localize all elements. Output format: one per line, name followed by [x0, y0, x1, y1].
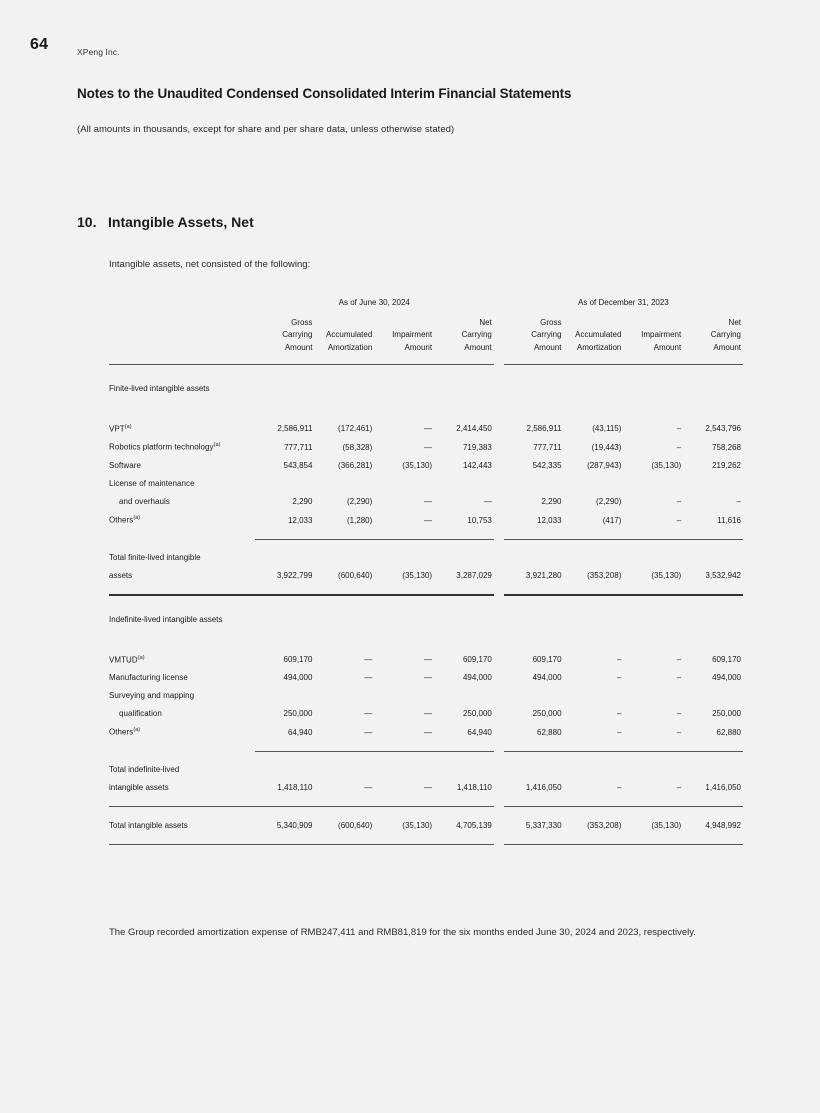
- empty-cell: [255, 549, 743, 566]
- gap-cell: [494, 816, 504, 834]
- row-label-superscript: (a): [213, 442, 221, 449]
- cell-accum-prior: (417): [602, 515, 622, 525]
- cell-accum-prior: (353,208): [587, 570, 622, 580]
- cell-net: 2,414,450: [456, 424, 492, 434]
- cell-gross: 3,922,799: [276, 570, 313, 580]
- cell-impairment: —: [424, 709, 433, 719]
- spacer-row: [109, 529, 743, 538]
- subtotal-row-finite-values: [109, 566, 743, 584]
- table-row: [109, 456, 743, 474]
- cell-impairment-prior: (35,130): [651, 570, 682, 580]
- cell-accum: —: [364, 655, 373, 665]
- cell-impairment: —: [424, 515, 433, 525]
- col-net-l2-prior: Carrying: [710, 330, 741, 340]
- cell-impairment: —: [424, 655, 433, 665]
- row-label-continued: qualification: [119, 709, 162, 719]
- empty-cell: [109, 317, 255, 329]
- table-column-header-row-3: [109, 342, 743, 354]
- cell-net-prior: 219,262: [712, 460, 741, 470]
- col-imp-l3: Amount: [404, 342, 433, 352]
- total-row: [109, 816, 743, 834]
- col-accum-l3: Amortization: [327, 342, 373, 352]
- cell-impairment: —: [424, 782, 433, 792]
- total-label: Total intangible assets: [109, 821, 188, 831]
- gap-cell: [494, 456, 504, 474]
- spacer-row: [109, 741, 743, 750]
- cell-gross-prior: 2,290: [541, 496, 562, 506]
- empty-cell: [623, 317, 683, 329]
- cell-net: 1,418,110: [456, 782, 492, 792]
- table-lead-in: Intangible assets, net consisted of the following:: [109, 259, 311, 270]
- table-row: [109, 510, 743, 529]
- col-accum-l2: Accumulated: [326, 330, 373, 340]
- cell-accum-prior: –: [616, 727, 622, 737]
- cell-gross-prior: 542,335: [532, 460, 562, 470]
- gap-cell: [494, 566, 504, 584]
- cell-gross: 777,711: [284, 442, 313, 452]
- cell-impairment-prior: (35,130): [651, 820, 682, 830]
- cell-net-prior: 4,948,992: [705, 820, 741, 830]
- col-gross-l3: Amount: [284, 342, 313, 352]
- col-gross-l2: Carrying: [282, 330, 313, 340]
- subtotal-row-indefinite-values: [109, 778, 743, 796]
- cell-impairment-prior: –: [676, 727, 682, 737]
- cell-accum: (1,280): [346, 515, 373, 525]
- cell-net: —: [483, 496, 492, 506]
- cell-impairment: (35,130): [402, 820, 433, 830]
- cell-net: 4,705,139: [456, 820, 492, 830]
- amortization-note: The Group recorded amortization expense of RMB247,411 and RMB81,819 for the six months ended June 30, 2024 and 2023, respectively.: [109, 927, 696, 938]
- table-row: [109, 492, 743, 510]
- category-row-indefinite: [109, 613, 743, 626]
- cell-gross-prior: 62,880: [537, 727, 562, 737]
- col-net-l1-prior: Net: [728, 318, 741, 327]
- cell-impairment-prior: –: [676, 655, 682, 665]
- empty-cell: [255, 761, 743, 778]
- cell-net: 494,000: [462, 673, 492, 683]
- cell-net: 250,000: [462, 709, 492, 719]
- row-label: [109, 723, 255, 742]
- spacer-row: [109, 595, 743, 613]
- cell-net-prior: 3,532,942: [705, 570, 741, 580]
- gap-cell: [494, 298, 504, 317]
- row-label: Surveying and mapping: [109, 691, 195, 701]
- cell-net-prior: 1,416,050: [705, 782, 741, 792]
- table-row: [109, 438, 743, 457]
- row-label-continued: and overhauls: [119, 496, 170, 506]
- cell-impairment: (35,130): [402, 460, 433, 470]
- cell-net-prior: 11,616: [717, 515, 741, 525]
- company-name: XPeng Inc.: [77, 47, 120, 57]
- subtotal-label-continued: assets: [109, 571, 133, 581]
- subtotal-label-continued: intangible assets: [109, 783, 169, 793]
- cell-accum-prior: –: [616, 782, 622, 792]
- table-row: [109, 419, 743, 438]
- cell-gross-prior: 777,711: [533, 442, 562, 452]
- empty-cell: [564, 317, 624, 329]
- section-title: Intangible Assets, Net: [108, 214, 254, 230]
- row-label-text: VPT: [109, 424, 125, 434]
- cell-net: 3,287,029: [456, 570, 492, 580]
- col-net-l3-prior: Amount: [713, 342, 741, 352]
- gap-cell: [494, 342, 504, 354]
- cell-accum: —: [364, 782, 373, 792]
- table-column-header-row-2: [109, 329, 743, 341]
- cell-accum: (172,461): [338, 424, 373, 434]
- row-label: [109, 456, 255, 474]
- row-label-text: Robotics platform technology: [109, 442, 214, 452]
- cell-impairment-prior: –: [676, 782, 682, 792]
- subtotal-row-indefinite: [109, 761, 743, 778]
- gap-cell: [494, 705, 504, 723]
- gap-cell: [494, 329, 504, 341]
- cell-gross: 12,033: [287, 515, 313, 525]
- section-heading: [77, 214, 254, 230]
- section-number: 10.: [77, 214, 97, 230]
- col-imp-l2-prior: Impairment: [641, 330, 682, 340]
- category-label-indefinite: Indefinite-lived intangible assets: [109, 615, 223, 625]
- cell-gross: 1,418,110: [277, 782, 313, 792]
- empty-cell: [255, 474, 743, 492]
- cell-accum: (600,640): [338, 820, 373, 830]
- cell-accum: (366,281): [338, 460, 373, 470]
- cell-gross: 250,000: [283, 709, 313, 719]
- row-label-text: VMTUD: [109, 655, 138, 665]
- cell-gross-prior: 494,000: [532, 673, 562, 683]
- row-label-text: Others: [109, 727, 134, 737]
- empty-cell: [255, 382, 743, 395]
- cell-net-prior: 62,880: [716, 727, 741, 737]
- spacer-row: [109, 365, 743, 383]
- gap-cell: [494, 650, 504, 669]
- cell-accum-prior: (287,943): [587, 460, 622, 470]
- empty-cell: [255, 613, 743, 626]
- cell-accum: (600,640): [338, 570, 373, 580]
- cell-accum-prior: (19,443): [591, 442, 622, 452]
- cell-accum-prior: –: [616, 709, 622, 719]
- gap-cell: [494, 492, 504, 510]
- table-row: [109, 474, 743, 492]
- spacer-row: [109, 540, 743, 550]
- group-header-current: As of June 30, 2024: [338, 298, 410, 307]
- row-label-text: Software: [109, 460, 141, 470]
- col-net-l3: Amount: [464, 342, 492, 352]
- cell-gross: 64,940: [287, 727, 313, 737]
- cell-impairment-prior: –: [676, 673, 682, 683]
- row-label: Manufacturing license: [109, 673, 188, 683]
- cell-accum: —: [364, 709, 373, 719]
- gap-cell: [494, 510, 504, 529]
- page-title: Notes to the Unaudited Condensed Consolidated Interim Financial Statements: [77, 86, 572, 101]
- intangible-assets-table: [109, 298, 743, 845]
- table-row: [109, 669, 743, 687]
- gap-cell: [494, 669, 504, 687]
- category-row-finite: [109, 382, 743, 395]
- empty-cell: [314, 317, 374, 329]
- empty-cell: [109, 329, 255, 341]
- table-row: [109, 650, 743, 669]
- cell-impairment-prior: –: [676, 424, 682, 434]
- col-imp-l2: Impairment: [392, 330, 433, 340]
- col-imp-l3-prior: Amount: [653, 342, 682, 352]
- table-row: [109, 705, 743, 723]
- cell-impairment: (35,130): [402, 570, 433, 580]
- col-gross-l3-prior: Amount: [533, 342, 562, 352]
- col-accum-l2-prior: Accumulated: [575, 330, 622, 340]
- cell-net-prior: 494,000: [712, 673, 741, 683]
- table-row: [109, 723, 743, 742]
- category-label-finite: Finite-lived intangible assets: [109, 384, 210, 394]
- cell-net: 719,383: [462, 442, 492, 452]
- table-column-header-row-1: [109, 317, 743, 329]
- spacer-row: [109, 354, 743, 363]
- row-label-superscript: (a): [137, 654, 145, 661]
- subtotal-label: Total finite-lived intangible: [109, 553, 201, 563]
- cell-net-prior: –: [736, 496, 741, 506]
- spacer-row: [109, 796, 743, 805]
- row-label: [109, 510, 255, 529]
- col-net-l2: Carrying: [461, 330, 492, 340]
- cell-accum: (2,290): [346, 496, 373, 506]
- cell-impairment: —: [424, 673, 433, 683]
- cell-accum-prior: (353,208): [587, 820, 622, 830]
- cell-net-prior: 609,170: [712, 655, 741, 665]
- row-label-superscript: (a): [133, 514, 141, 521]
- gap-cell: [494, 438, 504, 457]
- page-subtitle: (All amounts in thousands, except for share and per share data, unless otherwise stated): [77, 124, 455, 135]
- group-header-prior: As of December 31, 2023: [578, 298, 669, 307]
- cell-impairment-prior: –: [676, 515, 682, 525]
- cell-gross-prior: 3,921,280: [525, 570, 562, 580]
- cell-impairment-prior: –: [676, 709, 682, 719]
- cell-accum: —: [364, 673, 373, 683]
- col-net-l1: Net: [479, 318, 492, 327]
- col-accum-l3-prior: Amortization: [576, 342, 622, 352]
- cell-net-prior: 2,543,796: [705, 424, 741, 434]
- row-label: License of maintenance: [109, 478, 195, 488]
- gap-cell: [494, 317, 504, 329]
- cell-net-prior: 250,000: [712, 709, 741, 719]
- page-number: 64: [30, 36, 49, 53]
- col-gross-l2-prior: Carrying: [531, 330, 562, 340]
- empty-cell: [255, 687, 743, 705]
- gap-cell: [494, 778, 504, 796]
- spacer-row: [109, 626, 743, 650]
- total-rule-bottom: [109, 843, 743, 845]
- cell-gross-prior: 5,337,330: [525, 820, 562, 830]
- cell-net: 10,753: [467, 515, 492, 525]
- cell-net: 64,940: [467, 727, 492, 737]
- gap-cell: [494, 723, 504, 742]
- cell-impairment: —: [424, 727, 433, 737]
- empty-cell: [109, 298, 255, 317]
- col-gross-l1-prior: Gross: [540, 318, 562, 327]
- cell-gross: 609,170: [283, 655, 313, 665]
- cell-accum-prior: (43,115): [592, 424, 622, 434]
- row-label: [109, 438, 255, 457]
- row-label: [109, 650, 255, 669]
- cell-gross: 494,000: [283, 673, 313, 683]
- table-group-header-row: [109, 298, 743, 317]
- empty-cell: [109, 342, 255, 354]
- row-label-text: Others: [109, 515, 134, 525]
- cell-gross-prior: 12,033: [537, 515, 562, 525]
- gap-cell: [494, 419, 504, 438]
- spacer-row: [109, 807, 743, 817]
- cell-gross-prior: 1,416,050: [525, 782, 562, 792]
- cell-impairment: —: [424, 442, 433, 452]
- row-label-superscript: (a): [133, 727, 141, 734]
- spacer-row: [109, 834, 743, 843]
- spacer-row: [109, 395, 743, 419]
- cell-net-prior: 758,268: [712, 442, 741, 452]
- row-label-superscript: (a): [124, 423, 132, 430]
- spacer-row: [109, 752, 743, 762]
- table-row: [109, 687, 743, 705]
- cell-impairment: —: [424, 496, 433, 506]
- cell-impairment: —: [424, 424, 433, 434]
- cell-accum-prior: –: [616, 673, 622, 683]
- row-label: [109, 419, 255, 438]
- cell-accum: (58,328): [342, 442, 373, 452]
- cell-gross-prior: 609,170: [532, 655, 562, 665]
- cell-net: 609,170: [462, 655, 492, 665]
- cell-gross-prior: 250,000: [532, 709, 562, 719]
- cell-gross: 2,290: [292, 496, 313, 506]
- empty-cell: [374, 317, 434, 329]
- cell-impairment-prior: –: [676, 442, 682, 452]
- subtotal-label: Total indefinite-lived: [109, 765, 180, 775]
- subtotal-row-finite: [109, 549, 743, 566]
- cell-net: 142,443: [462, 460, 492, 470]
- cell-gross: 5,340,909: [276, 820, 313, 830]
- cell-gross-prior: 2,586,911: [526, 424, 562, 434]
- col-gross-l1: Gross: [291, 318, 313, 327]
- cell-accum-prior: (2,290): [596, 496, 622, 506]
- cell-gross: 2,586,911: [277, 424, 313, 434]
- cell-accum: —: [364, 727, 373, 737]
- cell-accum-prior: –: [616, 655, 622, 665]
- cell-gross: 543,854: [283, 460, 313, 470]
- cell-impairment-prior: (35,130): [651, 460, 682, 470]
- cell-impairment-prior: –: [676, 496, 682, 506]
- spacer-row: [109, 584, 743, 593]
